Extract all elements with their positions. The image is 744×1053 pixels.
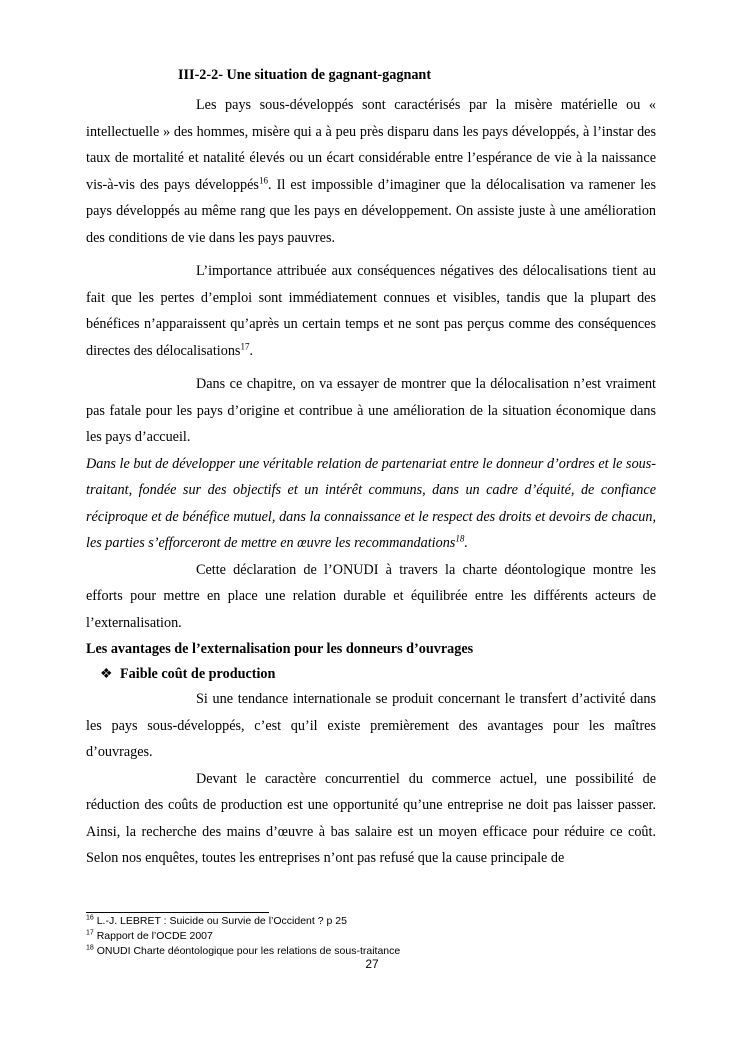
section-heading: III-2-2- Une situation de gagnant-gagnant [178, 67, 432, 83]
footnote-text: ONUDI Charte déontologique pour les relations de sous-traitance [96, 945, 401, 957]
bullet-item [86, 662, 656, 686]
subheading: Les avantages de l’externalisation pour les donneurs d’ouvrages [86, 641, 474, 657]
paragraph-6: Devant le caractère concurrentiel du commerce actuel, une possibilité de réduction des coûts de production est une opportunité qu’une entreprise ne doit pas laisser passer. Ainsi, la recherche des mains d’œuvre à bas salaire est un moyen efficace pour réduire ce coût. Selon nos enquêtes, toutes les entreprises n’ont pas refusé que la cause principale de [86, 770, 656, 866]
footnote-separator [86, 912, 269, 913]
paragraph-3: Dans ce chapitre, on va essayer de montrer que la délocalisation n’est vraiment pas fatale pour les pays d’origine et contribue à une amélioration de la situation économique dans les pays d’accueil. [86, 376, 656, 445]
page-number: 27 [365, 957, 379, 971]
paragraph-5: Si une tendance internationale se produit concernant le transfert d’activité dans les pays sous-développés, c’est qu’il existe premièrement des avantages pour les maîtres d’ouvrages. [86, 691, 656, 760]
quote-text: Dans le but de développer une véritable relation de partenariat entre le donneur d’ordres et le sous-traitant, fondée sur des objectifs et un intérêt communs, dans un cadre d’équité, de confiance réciproque et de bénéfice mutuel, dans la connaissance et le respect des droits et devoirs de chacun, les parties s’efforceront de mettre en œuvre les recommandations [86, 455, 656, 551]
footnotes [86, 914, 656, 959]
footnote-ref-17[interactable]: 17 [240, 340, 250, 351]
diamond-bullet-icon: ❖ [100, 666, 113, 682]
paragraph-2 [86, 258, 656, 364]
footnote-text: Rapport de l’OCDE 2007 [96, 930, 213, 942]
footnote-text: L.-J. LEBRET : Suicide ou Survie de l’Occident ? p 25 [96, 915, 347, 927]
paragraph-2-text-end: . [249, 342, 253, 359]
paragraph-1-text: Les pays sous-développés sont caractérisés par la misère matérielle ou « intellectuelle » des hommes, misère qui a à peu près disparu dans les pays développés, à l’instar des taux de mortalité et natalité élevés ou un écart considérable entre l’espérance de vie à la naissance vis-à-vis des pays développés [86, 97, 656, 193]
paragraph-2-text: L’importance attribuée aux conséquences négatives des délocalisations tient au fait que les pertes d’emploi sont immédiatement connues et visibles, tandis que la plupart des bénéfices n’apparaissent qu’après un certain temps et ne sont pas perçus comme des conséquences directes des délocalisations [86, 263, 656, 359]
quote-paragraph [86, 451, 656, 557]
footnote-number: 18 [86, 944, 94, 952]
paragraph-1-text-end: . Il est impossible d’imaginer que la délocalisation va ramener les pays développés au même rang que les pays en développement. On assiste juste à une amélioration des conditions de vie dans les pays pauvres. [86, 176, 656, 246]
bullet-label: Faible coût de production [120, 666, 276, 682]
footnote-number: 17 [86, 929, 94, 937]
footnote-17 [86, 929, 656, 944]
footnote-ref-16[interactable]: 16 [258, 174, 268, 185]
paragraph-1 [86, 92, 656, 251]
paragraph-4: Cette déclaration de l’ONUDI à travers la charte déontologique montre les efforts pour mettre en place une relation durable et équilibrée entre les différents acteurs de l’externalisation. [86, 561, 656, 631]
footnote-ref-18[interactable]: 18 [455, 533, 465, 544]
page-body [86, 62, 656, 872]
footnote-16 [86, 914, 656, 929]
footnote-number: 16 [86, 914, 94, 922]
quote-text-end: . [464, 535, 468, 551]
